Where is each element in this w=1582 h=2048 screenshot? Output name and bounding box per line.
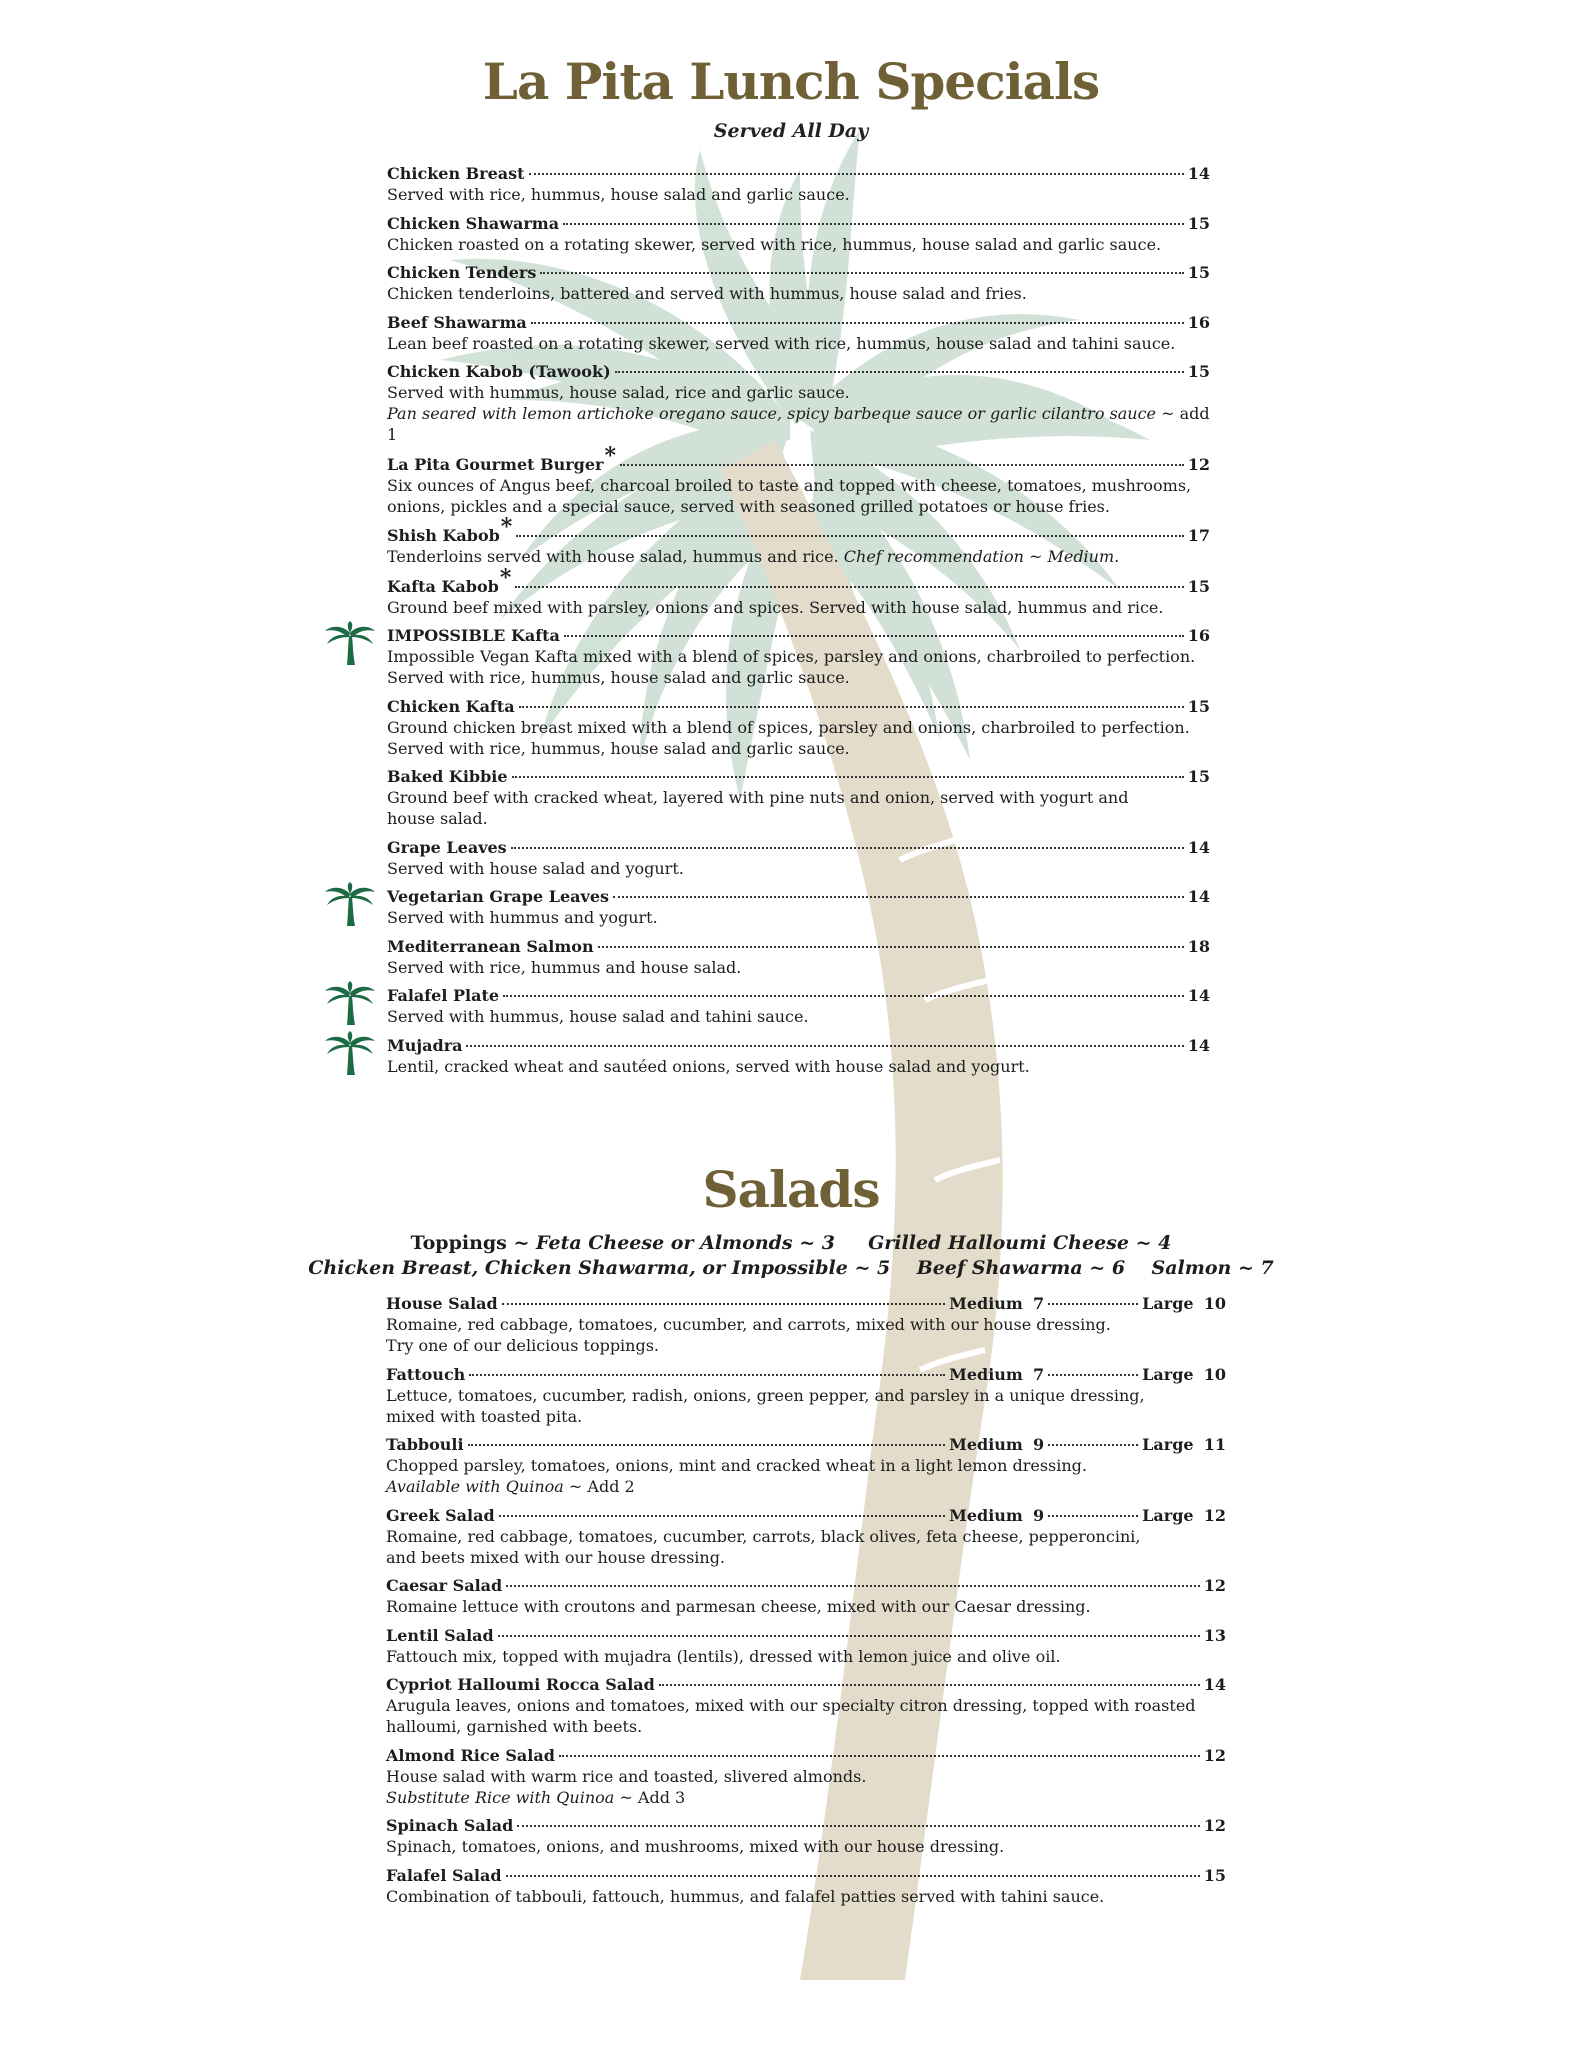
item-description: Arugula leaves, onions and tomatoes, mixed with our specialty citron dressing, topped with roasted: [386, 1696, 1196, 1715]
item-name: House Salad: [386, 1294, 498, 1313]
topping-halloumi: Grilled Halloumi Cheese ~ 4: [868, 1232, 1172, 1254]
item-name: IMPOSSIBLE Kafta: [387, 626, 560, 645]
medium-price: 7: [1033, 1364, 1045, 1384]
medium-label: Medium: [949, 1505, 1023, 1525]
salad-item: [386, 1674, 1226, 1737]
item-name: Mujadra: [387, 1035, 463, 1055]
dot-leader: [466, 1045, 1183, 1047]
menu-item: [387, 766, 1210, 829]
item-price: 14: [1203, 1675, 1226, 1694]
dot-leader: [529, 173, 1184, 175]
medium-label: Medium: [949, 1364, 1023, 1384]
item-price: 16: [1187, 312, 1210, 332]
item-price: 15: [1187, 767, 1210, 786]
palm-tree-icon: [323, 981, 377, 1025]
menu-item: [387, 361, 1210, 445]
dot-leader: [515, 586, 1183, 588]
item-note-add: ~ Add 3: [619, 1787, 686, 1807]
palm-tree-icon: [323, 882, 377, 926]
item-note-add: ~ Add 2: [568, 1477, 635, 1496]
item-description-2: Served with rice, hummus, house salad and garlic sauce.: [387, 738, 850, 758]
chef-recommendation: Chef recommendation ~ Medium.: [843, 547, 1120, 566]
item-description: Ground beef with cracked wheat, layered with pine nuts and onion, served with yogurt and: [387, 788, 1129, 807]
item-description: Ground beef mixed with parsley, onions and spices. Served with house salad, hummus and rice.: [387, 597, 1164, 617]
item-price: 15: [1187, 696, 1210, 716]
dot-leader: [598, 946, 1184, 948]
dot-leader: [506, 1875, 1200, 1877]
item-name: Chicken Kafta: [387, 696, 515, 716]
medium-price: 9: [1033, 1505, 1045, 1525]
item-price: 15: [1187, 362, 1210, 381]
large-label: Large: [1142, 1435, 1194, 1454]
item-price: 12: [1203, 1816, 1226, 1835]
dot-leader: [659, 1684, 1200, 1686]
item-name-text: La Pita Gourmet Burger: [387, 454, 604, 474]
item-price: 12: [1187, 454, 1210, 474]
item-name: Falafel Plate: [387, 986, 500, 1005]
item-name: Fattouch: [386, 1364, 466, 1384]
item-price: 14: [1187, 887, 1210, 906]
page-title: La Pita Lunch Specials: [482, 52, 1100, 111]
dot-leader: [468, 1444, 946, 1446]
item-description: Lean beef roasted on a rotating skewer, served with rice, hummus, house salad and tahini sauce.: [387, 333, 1176, 353]
item-price: 15: [1203, 1865, 1226, 1885]
large-price: 11: [1203, 1435, 1226, 1454]
item-description: Fattouch mix, topped with mujadra (lentils), dressed with lemon juice and olive oil.: [386, 1646, 1061, 1666]
large-label: Large: [1142, 1294, 1194, 1313]
dot-leader: [1048, 1374, 1138, 1376]
item-name: Spinach Salad: [386, 1816, 514, 1835]
item-name: Chicken Kabob (Tawook): [387, 362, 611, 381]
item-name: Caesar Salad: [386, 1576, 503, 1595]
salad-item: [386, 1575, 1226, 1617]
item-price: 12: [1203, 1576, 1226, 1595]
large-label: Large: [1142, 1364, 1194, 1384]
menu-item: [387, 886, 1210, 928]
item-description-2: Try one of our delicious toppings.: [386, 1336, 660, 1355]
item-note-text: Pan seared with lemon artichoke oregano sauce, spicy barbeque sauce or garlic cilantro sauce: [387, 404, 1157, 423]
item-description-2: onions, pickles and a special sauce, served with seasoned grilled potatoes or house fries.: [387, 496, 1110, 516]
item-description-2: house salad.: [387, 809, 488, 828]
salad-item: [386, 1625, 1226, 1667]
item-description-text: Tenderloins served with house salad, hummus and rice.: [387, 547, 839, 566]
page-subtitle: Served All Day: [713, 120, 869, 142]
item-price: 14: [1187, 837, 1210, 857]
dot-leader: [516, 535, 1183, 537]
dot-leader: [613, 896, 1184, 898]
item-description: Served with house salad and yogurt.: [387, 858, 684, 878]
salad-item: [386, 1745, 1226, 1808]
item-description-2: mixed with toasted pita.: [386, 1406, 583, 1426]
item-price: 13: [1203, 1625, 1226, 1645]
dot-leader: [540, 272, 1183, 274]
item-name: Beef Shawarma: [387, 312, 527, 332]
item-note: [386, 1787, 1226, 1808]
item-description: House salad with warm rice and toasted, slivered almonds.: [386, 1766, 867, 1786]
menu-item: [387, 837, 1210, 879]
medium-label: Medium: [949, 1435, 1023, 1454]
item-price: 15: [1187, 576, 1210, 596]
menu-item: [387, 625, 1210, 688]
dot-leader: [499, 1515, 945, 1517]
chef-star: *: [500, 514, 513, 540]
salads-title: Salads: [702, 1160, 880, 1219]
item-note-add: ~ add 1: [387, 404, 1210, 444]
item-description: Served with rice, hummus, house salad and garlic sauce.: [387, 185, 850, 204]
item-description: Impossible Vegan Kafta mixed with a blend of spices, parsley and onions, charbroiled to perfection.: [387, 647, 1196, 666]
topping-chicken-impossible: Chicken Breast, Chicken Shawarma, or Impossible ~ 5: [308, 1257, 891, 1279]
dot-leader: [502, 1303, 945, 1305]
item-name: Chicken Tenders: [387, 263, 537, 282]
dot-leader: [498, 1635, 1200, 1637]
item-name: Greek Salad: [386, 1505, 495, 1525]
dot-leader: [615, 371, 1184, 373]
chef-star: *: [499, 564, 512, 591]
salad-item: [386, 1434, 1226, 1497]
item-name: Cypriot Halloumi Rocca Salad: [386, 1675, 655, 1694]
item-name: [387, 514, 513, 546]
item-description: Spinach, tomatoes, onions, and mushrooms, mixed with our house dressing.: [386, 1837, 1005, 1856]
item-price: 12: [1203, 1745, 1226, 1765]
dot-leader: [531, 322, 1184, 324]
item-note-text: Available with Quinoa: [386, 1477, 564, 1496]
item-name: Chicken Shawarma: [387, 213, 560, 233]
item-description: Chopped parsley, tomatoes, onions, mint and cracked wheat in a light lemon dressing.: [386, 1456, 1087, 1475]
item-description-2: halloumi, garnished with beets.: [386, 1717, 643, 1736]
item-description: Combination of tabbouli, fattouch, hummus, and falafel patties served with tahini sauce.: [386, 1886, 1105, 1906]
item-price: 17: [1187, 526, 1210, 545]
item-name: Grape Leaves: [387, 837, 507, 857]
chef-star: *: [604, 442, 616, 469]
item-description: Served with hummus, house salad and tahini sauce.: [387, 1007, 809, 1026]
topping-beef-shawarma: Beef Shawarma ~ 6: [916, 1257, 1126, 1279]
salad-item: [386, 1293, 1226, 1356]
salad-item: [386, 1815, 1226, 1857]
dot-leader: [1048, 1515, 1138, 1517]
dot-leader: [512, 776, 1184, 778]
item-note: [386, 1476, 1226, 1497]
item-name: Lentil Salad: [386, 1625, 494, 1645]
menu-item: [387, 514, 1210, 567]
item-price: 14: [1187, 986, 1210, 1005]
dot-leader: [519, 706, 1184, 708]
palm-tree-icon: [323, 1031, 377, 1075]
salad-item: [386, 1364, 1226, 1427]
item-name: [387, 442, 616, 475]
item-description: Served with rice, hummus and house salad.: [387, 957, 742, 977]
item-description: Ground chicken breast mixed with a blend of spices, parsley and onions, charbroiled to perfection.: [387, 717, 1190, 737]
salad-item: [386, 1865, 1226, 1907]
menu-item: [387, 262, 1210, 304]
item-price: 14: [1187, 1035, 1210, 1055]
item-name-text: Shish Kabob: [387, 526, 500, 545]
dot-leader: [564, 635, 1184, 637]
item-description: [387, 546, 1210, 567]
item-name: Almond Rice Salad: [386, 1745, 555, 1765]
dot-leader: [503, 995, 1184, 997]
menu-item: [387, 163, 1210, 205]
item-description: Served with hummus, house salad, rice and garlic sauce.: [387, 383, 850, 402]
item-name: Baked Kibbie: [387, 767, 508, 786]
item-description: Lentil, cracked wheat and sautéed onions, served with house salad and yogurt.: [387, 1056, 1030, 1076]
item-description: Served with hummus and yogurt.: [387, 908, 658, 927]
menu-item: [387, 442, 1210, 517]
item-note: [387, 403, 1210, 445]
large-price: 12: [1203, 1505, 1226, 1525]
topping-feta-almonds: Feta Cheese or Almonds ~ 3: [536, 1232, 835, 1254]
dot-leader: [563, 223, 1184, 225]
medium-price: 7: [1033, 1294, 1045, 1313]
item-name: Vegetarian Grape Leaves: [387, 887, 610, 906]
dot-leader: [559, 1755, 1200, 1757]
item-description: Lettuce, tomatoes, cucumber, radish, onions, green pepper, and parsley in a unique dressing,: [386, 1385, 1145, 1405]
large-price: 10: [1203, 1364, 1226, 1384]
salad-item: [386, 1505, 1226, 1568]
topping-salmon: Salmon ~ 7: [1151, 1257, 1274, 1279]
medium-label: Medium: [949, 1294, 1023, 1313]
item-description-2: and beets mixed with our house dressing.: [386, 1547, 726, 1567]
menu-item: [387, 985, 1210, 1027]
menu-item: [387, 936, 1210, 978]
item-description: Romaine, red cabbage, tomatoes, cucumber, carrots, black olives, feta cheese, pepperoncini,: [386, 1526, 1141, 1546]
item-price: 18: [1187, 936, 1210, 956]
item-name-text: Kafta Kabob: [387, 576, 499, 596]
large-price: 10: [1203, 1294, 1226, 1313]
item-name: [387, 564, 512, 597]
menu-item: [387, 696, 1210, 759]
item-name: Chicken Breast: [387, 164, 525, 183]
toppings-line-2: [0, 1257, 1582, 1279]
menu-item: [387, 564, 1210, 618]
dot-leader: [1048, 1444, 1138, 1446]
item-note-text: Substitute Rice with Quinoa: [386, 1787, 615, 1807]
item-price: 14: [1187, 164, 1210, 183]
menu-item: [387, 312, 1210, 354]
item-name: Mediterranean Salmon: [387, 936, 594, 956]
dot-leader: [511, 847, 1184, 849]
lunch-menu-list: [387, 163, 1210, 1084]
item-description-2: Served with rice, hummus, house salad and garlic sauce.: [387, 668, 850, 687]
dot-leader: [1048, 1303, 1138, 1305]
item-description: Romaine, red cabbage, tomatoes, cucumber, and carrots, mixed with our house dressing.: [386, 1315, 1111, 1334]
item-description: Romaine lettuce with croutons and parmesan cheese, mixed with our Caesar dressing.: [386, 1597, 1091, 1616]
large-label: Large: [1142, 1505, 1194, 1525]
item-price: 15: [1187, 263, 1210, 282]
menu-item: [387, 213, 1210, 255]
item-description: Chicken tenderloins, battered and served with hummus, house salad and fries.: [387, 284, 1027, 303]
palm-tree-icon: [323, 621, 377, 665]
dot-leader: [517, 1825, 1199, 1827]
menu-item: [387, 1035, 1210, 1077]
item-price: 16: [1187, 626, 1210, 645]
salad-menu-list: [386, 1293, 1226, 1914]
dot-leader: [620, 464, 1184, 466]
item-description: Six ounces of Angus beef, charcoal broiled to taste and topped with cheese, tomatoes, mushrooms,: [387, 475, 1192, 495]
medium-price: 9: [1033, 1435, 1045, 1454]
item-price: 15: [1187, 213, 1210, 233]
item-name: Falafel Salad: [386, 1865, 502, 1885]
item-description: Chicken roasted on a rotating skewer, served with rice, hummus, house salad and garlic sauce.: [387, 234, 1162, 254]
toppings-label: Toppings ~: [410, 1232, 530, 1254]
dot-leader: [469, 1374, 945, 1376]
dot-leader: [506, 1585, 1200, 1587]
toppings-line-1: [0, 1232, 1582, 1254]
item-name: Tabbouli: [386, 1435, 464, 1454]
